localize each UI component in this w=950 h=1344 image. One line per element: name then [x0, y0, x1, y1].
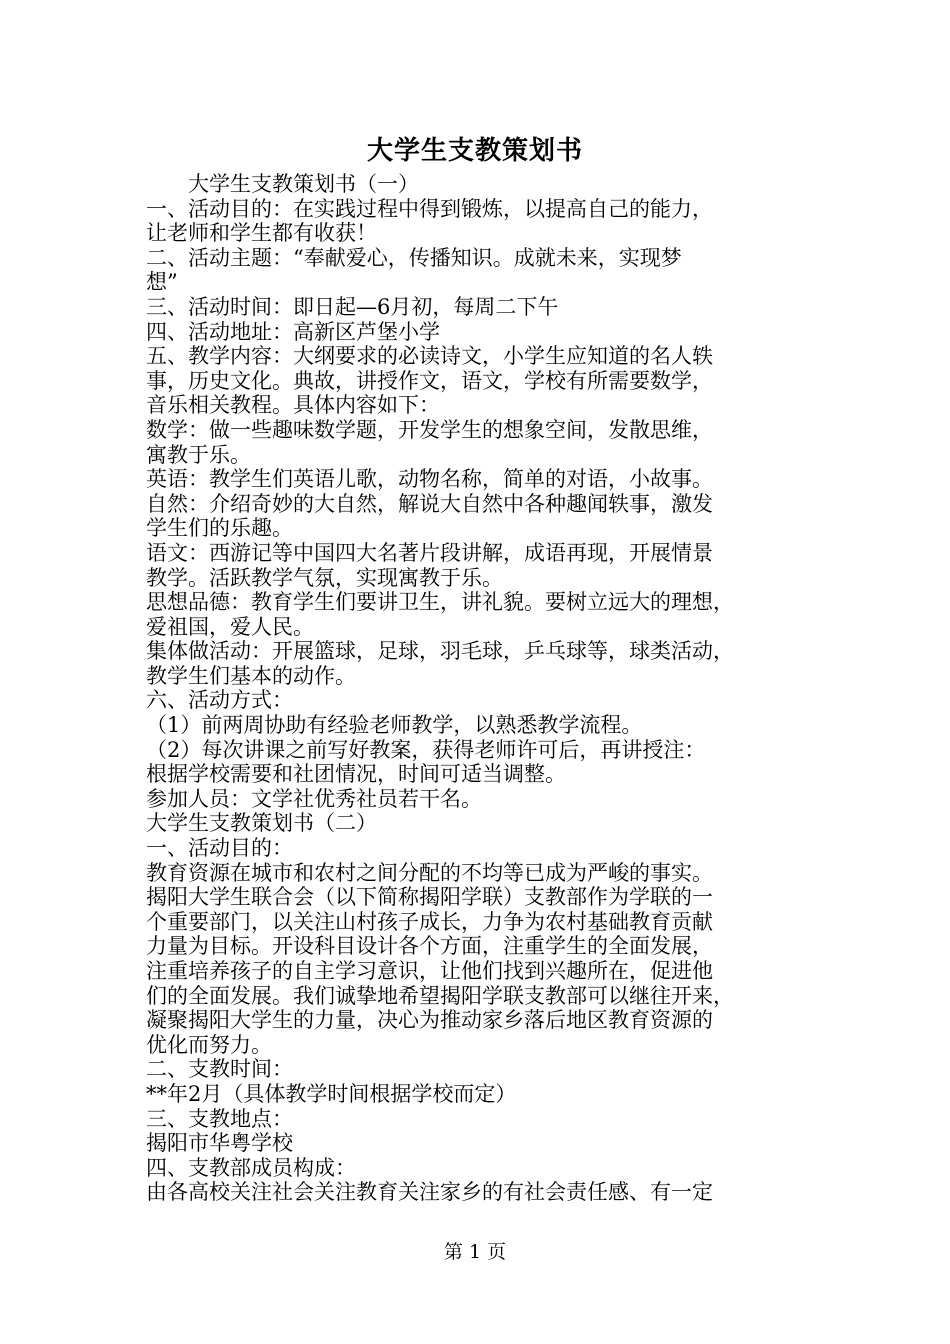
text-line: 集体做活动：开展篮球，足球，羽毛球，乒乓球等，球类活动，	[146, 639, 734, 664]
text-line: 揭阳市华粤学校	[146, 1131, 293, 1156]
text-line: 让老师和学生都有收获！	[146, 221, 377, 246]
text-line: 个重要部门，以关注山村孩子成长，力争为农村基础教育贡献	[146, 909, 713, 934]
text-line: 们的全面发展。我们诚挚地希望揭阳学联支教部可以继往开来，	[146, 983, 734, 1008]
text-line: 揭阳大学生联合会（以下简称揭阳学联）支教部作为学联的一	[146, 885, 713, 910]
text-line: **年2月（具体教学时间根据学校而定）	[146, 1081, 517, 1106]
text-line: 大学生支教策划书（一）	[146, 172, 419, 196]
text-line: 三、活动时间：即日起—6月初，每周二下午	[146, 294, 559, 319]
text-line: 优化而努力。	[146, 1032, 272, 1057]
text-line: 自然：介绍奇妙的大自然，解说大自然中各种趣闻轶事，激发	[146, 491, 713, 516]
text-line: 三、支教地点：	[146, 1106, 293, 1131]
text-line: 大学生支教策划书（二）	[146, 811, 377, 836]
document-title: 大学生支教策划书	[366, 136, 583, 166]
text-line: 事，历史文化。典故，讲授作文，语文，学校有所需要数学，	[146, 368, 713, 393]
text-line: 由各高校关注社会关注教育关注家乡的有社会责任感、有一定	[146, 1180, 713, 1205]
text-line: 英语：教学生们英语儿歌，动物名称，简单的对语，小故事。	[146, 467, 713, 492]
text-line: 音乐相关教程。具体内容如下：	[146, 393, 440, 418]
text-line: 语文：西游记等中国四大名著片段讲解，成语再现，开展情景	[146, 540, 713, 565]
text-line: （1）前两周协助有经验老师教学，以熟悉教学流程。	[146, 713, 643, 738]
text-line: （2）每次讲课之前写好教案，获得老师许可后，再讲授注：	[146, 737, 706, 762]
text-line: 六、活动方式：	[146, 688, 293, 713]
text-line: 寓教于乐。	[146, 442, 251, 467]
text-line: 力量为目标。开设科目设计各个方面，注重学生的全面发展，	[146, 934, 713, 959]
text-line: 教学。活跃教学气氛，实现寓教于乐。	[146, 565, 503, 590]
text-line: 一、活动目的：在实践过程中得到锻炼，以提高自己的能力，	[146, 196, 713, 221]
text-line: 四、支教部成员构成：	[146, 1155, 356, 1180]
text-line: 教学生们基本的动作。	[146, 663, 356, 688]
text-line: 四、活动地址：高新区芦堡小学	[146, 319, 440, 344]
text-line: 二、活动主题：“奉献爱心，传播知识。成就未来，实现梦	[146, 245, 682, 270]
text-line: 参加人员：文学社优秀社员若干名。	[146, 786, 482, 811]
text-line: 数学：做一些趣味数学题，开发学生的想象空间，发散思维，	[146, 417, 713, 442]
page-number-footer: 第 1 页	[443, 1241, 507, 1263]
text-line: 想”	[146, 270, 178, 295]
text-line: 根据学校需要和社团情况，时间可适当调整。	[146, 762, 566, 787]
text-line: 爱祖国，爱人民。	[146, 614, 314, 639]
text-line: 学生们的乐趣。	[146, 516, 293, 541]
text-line: 一、活动目的：	[146, 836, 293, 861]
text-line: 思想品德：教育学生们要讲卫生，讲礼貌。要树立远大的理想，	[146, 590, 734, 615]
text-line: 五、教学内容：大纲要求的必读诗文，小学生应知道的名人轶	[146, 344, 713, 369]
text-line: 凝聚揭阳大学生的力量，决心为推动家乡落后地区教育资源的	[146, 1008, 713, 1033]
text-line: 注重培养孩子的自主学习意识，让他们找到兴趣所在，促进他	[146, 959, 713, 983]
document-body	[146, 172, 826, 1205]
text-line: 教育资源在城市和农村之间分配的不均等已成为严峻的事实。	[146, 860, 713, 885]
text-line: 二、支教时间：	[146, 1057, 293, 1082]
